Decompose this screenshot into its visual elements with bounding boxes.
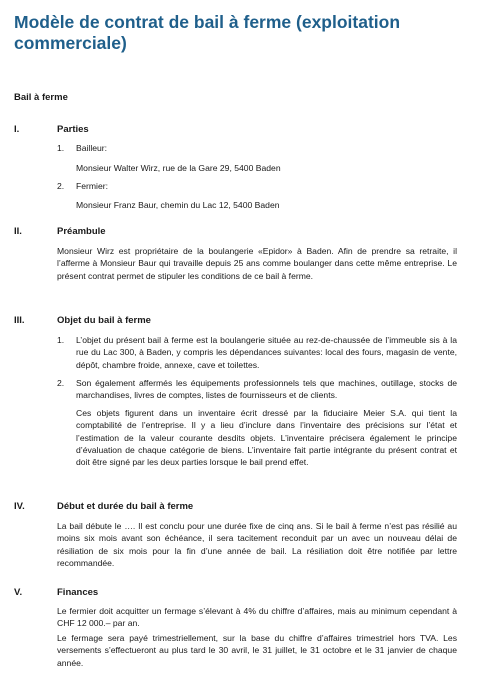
list-item-number: 2. <box>57 378 65 388</box>
section-number: III. <box>14 315 25 326</box>
section-heading: Préambule <box>57 226 106 237</box>
list-item-number: 1. <box>57 335 65 345</box>
section-number: II. <box>14 226 22 237</box>
paragraph: Le fermage sera payé trimestriellement, sur la base du chiffre d’affaires trimestriel hors TVA. Les versements s’effectueront au plus tard le 30 avril, le 31 juillet, le 31 octobre et le 31 janvier de chaque année. <box>57 633 457 668</box>
document-subtitle: Bail à ferme <box>14 92 68 103</box>
lessor-label: Bailleur: <box>76 143 108 153</box>
list-item-text: L’objet du présent bail à ferme est la boulangerie située au rez-de-chaussée de l’immeuble sis à la rue du Lac 300, à Baden, y compris les dépendances suivantes: local des fours, magasin de vente, dépôt, chambre froide, annexe, cave et toilettes. <box>76 335 457 370</box>
section-heading: Parties <box>57 124 89 135</box>
lessor-value: Monsieur Walter Wirz, rue de la Gare 29, 5400 Baden <box>76 163 281 173</box>
section-heading: Finances <box>57 587 99 598</box>
section-number: V. <box>14 587 23 598</box>
tenant-label: Fermier: <box>76 181 108 191</box>
list-item-text: Son également affermés les équipements professionnels tels que machines, outillage, stocks de marchandises, livres de comptes, listes de fournisseurs et de clients. <box>76 378 457 401</box>
document-title: Modèle de contrat de bail à ferme (exploitation commerciale) <box>14 12 401 53</box>
section-heading: Objet du bail à ferme <box>57 315 151 326</box>
paragraph: Monsieur Wirz est propriétaire de la boulangerie «Epidor» à Baden. Afin de prendre sa retraite, il l’afferme à Monsieur Baur qui travaille depuis 25 ans comme boulanger dans cette même entreprise. Le présent contrat permet de stipuler les conditions de ce bail à ferme. <box>57 246 457 281</box>
list-item-paragraph: Ces objets figurent dans un inventaire écrit dressé par la fiduciaire Meier S.A. qui tient la comptabilité de l’entreprise. Il y a lieu d’inclure dans l’inventaire des précisions sur l’état et l’estimation de la valeur courante desdits objets. L’inventaire précisera également le principe d’évaluation de chaque catégorie de biens. L’inventaire fait partie intégrante du présent contrat et doit être signé par les deux parties lorsque le bail prend effet. <box>76 408 457 468</box>
list-item-number: 2. <box>57 181 65 191</box>
section-number: IV. <box>14 501 25 512</box>
section-number: I. <box>14 124 20 135</box>
paragraph: La bail débute le …. Il est conclu pour une durée fixe de cinq ans. Si le bail à ferme n’est pas résilié au moins six mois avant son échéance, il sera tacitement reconduit par un avec un nouveau délai de résiliation de six mois pour la fin d’une année de bail. La résiliation doit être notifiée par lettre recommandée. <box>57 521 457 568</box>
list-item-number: 1. <box>57 143 65 153</box>
paragraph: Le fermier doit acquitter un fermage s’élevant à 4% du chiffre d’affaires, mais au minimum cependant à CHF 12 000.– par an. <box>57 606 457 629</box>
section-heading: Début et durée du bail à ferme <box>57 501 194 512</box>
tenant-value: Monsieur Franz Baur, chemin du Lac 12, 5400 Baden <box>76 200 280 210</box>
